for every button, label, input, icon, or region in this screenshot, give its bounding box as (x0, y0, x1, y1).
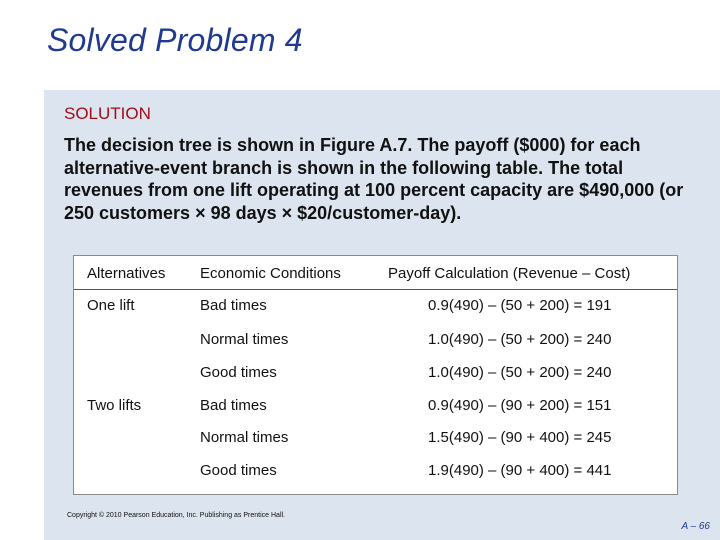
solution-paragraph: The decision tree is shown in Figure A.7. The payoff ($000) for each alternative-event branch is shown in the following table. The total revenues from one lift operating at 100 percent capacity are $490,000 (or 250 customers × 98 days × $20/customer-day). (64, 135, 684, 223)
row-5-payoff: 1.5(490) – (90 + 400) = 245 (428, 429, 612, 446)
section-label: SOLUTION (64, 104, 151, 123)
row-3-condition: Good times (200, 364, 277, 381)
header-divider (74, 289, 677, 290)
row-2-condition: Normal times (200, 331, 289, 348)
page-number: A – 66 (681, 521, 710, 532)
copyright-notice: Copyright © 2010 Pearson Education, Inc. Publishing as Prentice Hall. (67, 512, 286, 519)
row-6-condition: Good times (200, 462, 277, 479)
row-1-alternative: One lift (87, 297, 135, 314)
payoff-table (73, 255, 678, 495)
header-payoff-calculation: Payoff Calculation (Revenue – Cost) (388, 265, 631, 282)
slide-title: Solved Problem 4 (47, 22, 303, 58)
row-4-alternative: Two lifts (87, 397, 142, 414)
row-1-condition: Bad times (200, 297, 267, 314)
row-2-payoff: 1.0(490) – (50 + 200) = 240 (428, 331, 612, 348)
row-1-payoff: 0.9(490) – (50 + 200) = 191 (428, 297, 612, 314)
row-5-condition: Normal times (200, 429, 289, 446)
row-3-payoff: 1.0(490) – (50 + 200) = 240 (428, 364, 612, 381)
header-economic-conditions: Economic Conditions (200, 265, 341, 282)
row-4-payoff: 0.9(490) – (90 + 200) = 151 (428, 397, 612, 414)
row-4-condition: Bad times (200, 397, 267, 414)
header-alternatives: Alternatives (87, 265, 166, 282)
row-6-payoff: 1.9(490) – (90 + 400) = 441 (428, 462, 612, 479)
